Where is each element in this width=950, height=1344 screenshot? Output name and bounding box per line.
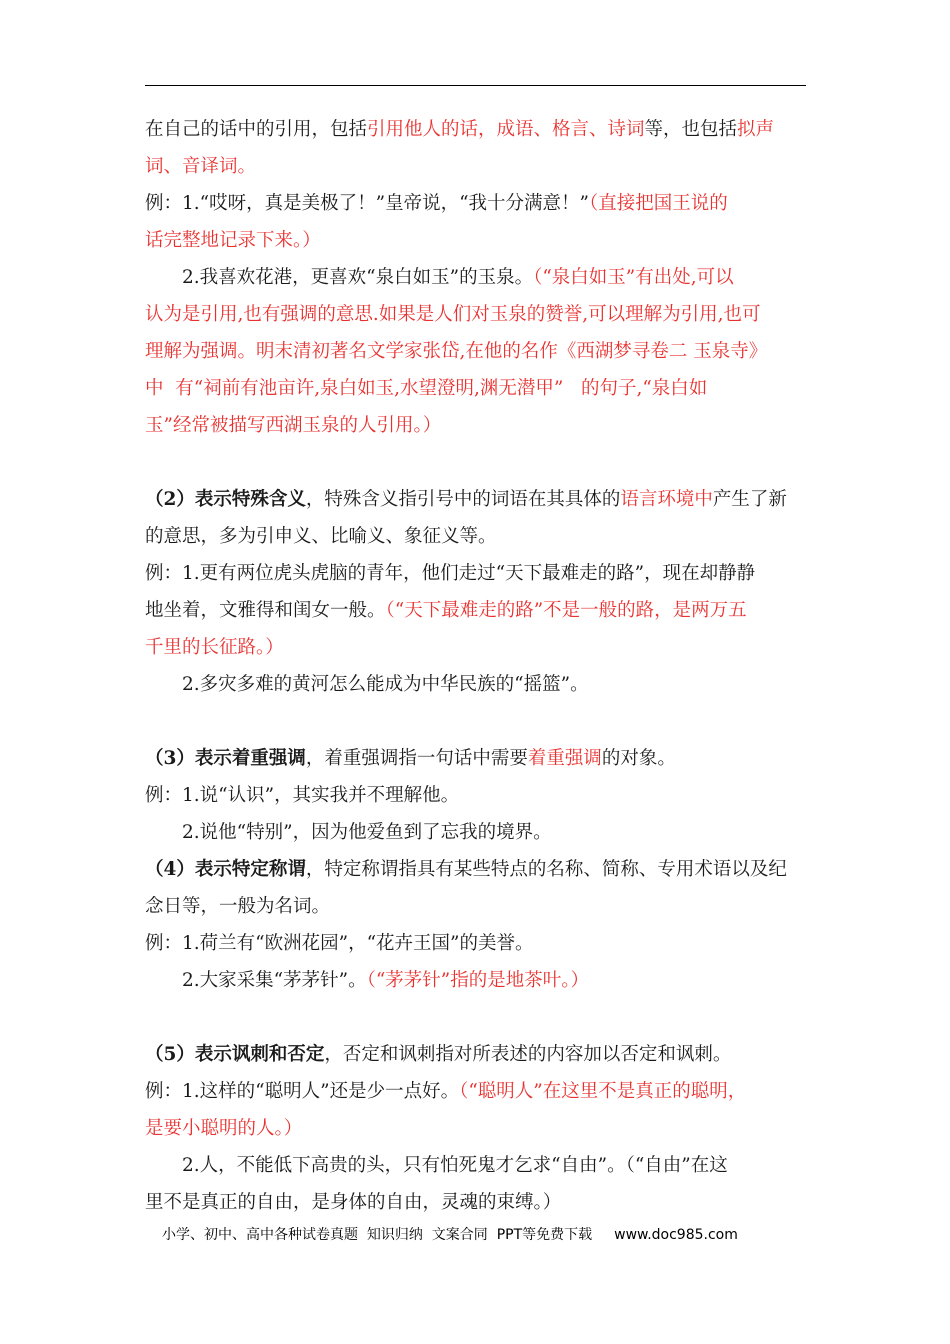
- example-line: [145, 185, 810, 222]
- explanation-text: 玉”经常被描写西湖玉泉的人引用。）: [145, 415, 442, 436]
- text-line: 里不是真正的自由，是身体的自由，灵魂的束缚。）: [145, 1192, 562, 1213]
- example-line: [145, 962, 810, 999]
- text-run: 在自己的话中的引用，包括: [145, 119, 368, 140]
- example-text: 例：1.“哎呀，真是美极了！”皇帝说，“我十分满意！”: [145, 193, 589, 214]
- footer-text: 小学、初中、高中各种试卷真题 知识归纳 文案合同 PPT等免费下载: [162, 1227, 593, 1243]
- highlight-text: 着重强调: [527, 748, 602, 769]
- section-heading: （4）表示特定称谓: [145, 859, 306, 880]
- section-heading-line: [145, 1036, 810, 1073]
- text-line: 念日等，一般为名词。: [145, 896, 331, 917]
- text-run: ，特定称谓指具有某些特点的名称、简称、专用术语以及纪: [305, 859, 787, 880]
- example-line: [145, 592, 810, 629]
- section-heading-line: [145, 740, 810, 777]
- section-heading: （3）表示着重强调: [145, 748, 306, 769]
- example-text: 地坐着，文雅得和闺女一般。: [145, 600, 386, 621]
- explanation-text: 认为是引用,也有强调的意思.如果是人们对玉泉的赞誉,可以理解为引用,也可: [145, 304, 761, 325]
- text-run: ，特殊含义指引号中的词语在其具体的: [305, 489, 621, 510]
- highlight-text: 语言环境中: [620, 489, 713, 510]
- example-text: 2.说他“特别”，因为他爱鱼到了忘我的境界。: [182, 822, 552, 843]
- text-run: 的对象。: [601, 748, 676, 769]
- example-text: 例：1.这样的“聪明人”还是少一点好。: [145, 1081, 460, 1102]
- section-heading: （5）表示讽刺和否定: [145, 1044, 325, 1065]
- explanation-text: 中 有“祠前有池亩许,泉白如玉,水望澄明,渊无潜甲” 的句子,“泉白如: [145, 378, 708, 399]
- example-text: 2.多灾多难的黄河怎么能成为中华民族的“摇篮”。: [182, 674, 589, 695]
- text-run: 等，也包括: [644, 119, 738, 140]
- document-body: [145, 111, 810, 1221]
- example-text: 2.人，不能低下高贵的头，只有怕死鬼才乞求“自由”。（“自由”在这: [182, 1155, 728, 1176]
- explanation-text: （“泉白如玉”有出处,可以: [533, 267, 734, 288]
- section-irony: [145, 1036, 810, 1221]
- text-line: 的意思，多为引申义、比喻义、象征义等。: [145, 526, 497, 547]
- section-heading-line: [145, 851, 810, 888]
- section-emphasis: [145, 740, 810, 851]
- spacer: [145, 999, 810, 1036]
- explanation-text: 千里的长征路。）: [145, 637, 284, 658]
- example-text: 例：1.荷兰有“欧洲花园”，“花卉王国”的美誉。: [145, 933, 534, 954]
- page-footer: [162, 1224, 738, 1244]
- example-line: [145, 259, 810, 296]
- header-rule: [145, 85, 806, 86]
- example-line: [145, 1073, 810, 1110]
- highlight-text: 引用他人的话，成语、格言、诗词: [367, 119, 645, 140]
- text-line: [145, 111, 810, 148]
- text-run: ，否定和讽刺指对所表述的内容加以否定和讽刺。: [324, 1044, 732, 1065]
- explanation-text: （“天下最难走的路”不是一般的路，是两万五: [385, 600, 747, 621]
- highlight-text: 词、音译词。: [145, 156, 257, 177]
- footer-url[interactable]: www.doc985.com: [614, 1227, 738, 1243]
- section-heading-line: [145, 481, 810, 518]
- explanation-text: （“茅茅针”指的是地茶叶。）: [366, 970, 589, 991]
- section-special-meaning: [145, 481, 810, 703]
- spacer: [145, 703, 810, 740]
- example-text: 2.大家采集“茅茅针”。: [182, 970, 367, 991]
- explanation-text: （“聪明人”在这里不是真正的聪明，: [459, 1081, 747, 1102]
- spacer: [145, 444, 810, 481]
- example-text: 2.我喜欢花港，更喜欢“泉白如玉”的玉泉。: [182, 267, 534, 288]
- section-heading: （2）表示特殊含义: [145, 489, 306, 510]
- example-text: 例：1.说“认识”，其实我并不理解他。: [145, 785, 460, 806]
- text-run: ，着重强调指一句话中需要: [305, 748, 528, 769]
- explanation-text: 理解为强调。明末清初著名文学家张岱,在他的名作《西湖梦寻卷二 玉泉寺》: [145, 341, 768, 362]
- text-run: 产生了新: [712, 489, 787, 510]
- explanation-text: （直接把国王说的: [588, 193, 728, 214]
- example-text: 例：1.更有两位虎头虎脑的青年，他们走过“天下最难走的路”，现在却静静: [145, 563, 756, 584]
- explanation-text: 是要小聪明的人。）: [145, 1118, 303, 1139]
- section-specific-title: [145, 851, 810, 999]
- paragraph-quotation: [145, 111, 810, 444]
- highlight-text: 拟声: [737, 119, 775, 140]
- explanation-text: 话完整地记录下来。）: [145, 230, 321, 251]
